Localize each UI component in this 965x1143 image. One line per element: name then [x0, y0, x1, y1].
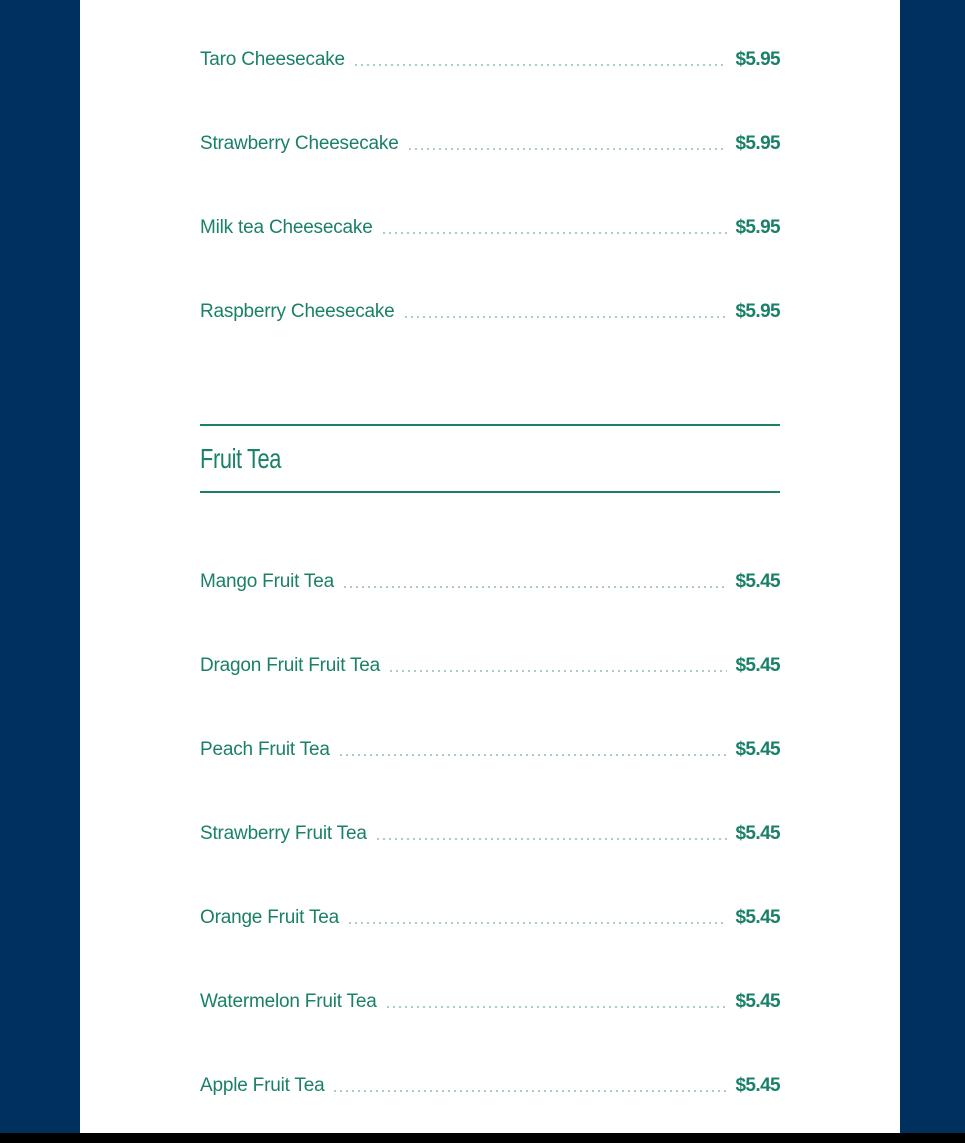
menu-item-taro-cheesecake[interactable]: [200, 42, 780, 72]
menu-item-name: Milk tea Cheesecake: [200, 217, 373, 238]
menu-item-milk-tea-cheesecake[interactable]: [200, 210, 780, 240]
menu-item-price: $5.95: [735, 301, 780, 322]
menu-item-name: Dragon Fruit Fruit Tea: [200, 655, 381, 676]
menu-item-apple-fruit-tea[interactable]: [200, 1068, 780, 1098]
menu-item-price: $5.45: [735, 823, 780, 844]
menu-item-peach-fruit-tea[interactable]: [200, 732, 780, 762]
dot-leader: [342, 584, 728, 590]
menu-item-name: Orange Fruit Tea: [200, 907, 340, 928]
dot-leader: [407, 146, 728, 152]
menu-item-name: Strawberry Fruit Tea: [200, 823, 367, 844]
menu-item-strawberry-fruit-tea[interactable]: [200, 816, 780, 846]
menu-item-raspberry-cheesecake[interactable]: [200, 294, 780, 324]
dot-leader: [347, 920, 727, 926]
dot-leader: [332, 1088, 727, 1094]
dot-leader: [403, 314, 728, 320]
menu-item-name: Taro Cheesecake: [200, 49, 345, 70]
menu-item-orange-fruit-tea[interactable]: [200, 900, 780, 930]
dot-leader: [381, 230, 728, 236]
menu-item-price: $5.45: [735, 1075, 780, 1096]
menu-item-mango-fruit-tea[interactable]: [200, 564, 780, 594]
menu-item-strawberry-cheesecake[interactable]: [200, 126, 780, 156]
menu-item-price: $5.45: [735, 907, 780, 928]
menu-item-watermelon-fruit-tea[interactable]: [200, 984, 780, 1014]
menu-item-name: Apple Fruit Tea: [200, 1075, 325, 1096]
menu-item-price: $5.45: [735, 991, 780, 1012]
menu-item-price: $5.45: [735, 739, 780, 760]
menu-item-name: Strawberry Cheesecake: [200, 133, 399, 154]
menu-item-price: $5.45: [735, 655, 780, 676]
dot-leader: [385, 1004, 728, 1010]
dot-leader: [353, 62, 728, 68]
section-title-fruit-tea: Fruit Tea: [200, 443, 282, 474]
section-top-rule: [200, 424, 780, 426]
menu-item-price: $5.95: [735, 217, 780, 238]
menu-panel: [80, 0, 900, 1133]
bottom-edge-bar: [0, 1133, 965, 1143]
menu-item-dragon-fruit-fruit-tea[interactable]: [200, 648, 780, 678]
dot-leader: [388, 668, 727, 674]
menu-item-price: $5.95: [735, 49, 780, 70]
menu-item-name: Raspberry Cheesecake: [200, 301, 395, 322]
menu-item-name: Watermelon Fruit Tea: [200, 991, 377, 1012]
menu-item-price: $5.95: [735, 133, 780, 154]
dot-leader: [338, 752, 728, 758]
dot-leader: [375, 836, 728, 842]
section-bottom-rule: [200, 491, 780, 493]
menu-item-name: Mango Fruit Tea: [200, 571, 334, 592]
menu-item-name: Peach Fruit Tea: [200, 739, 330, 760]
menu-item-price: $5.45: [735, 571, 780, 592]
